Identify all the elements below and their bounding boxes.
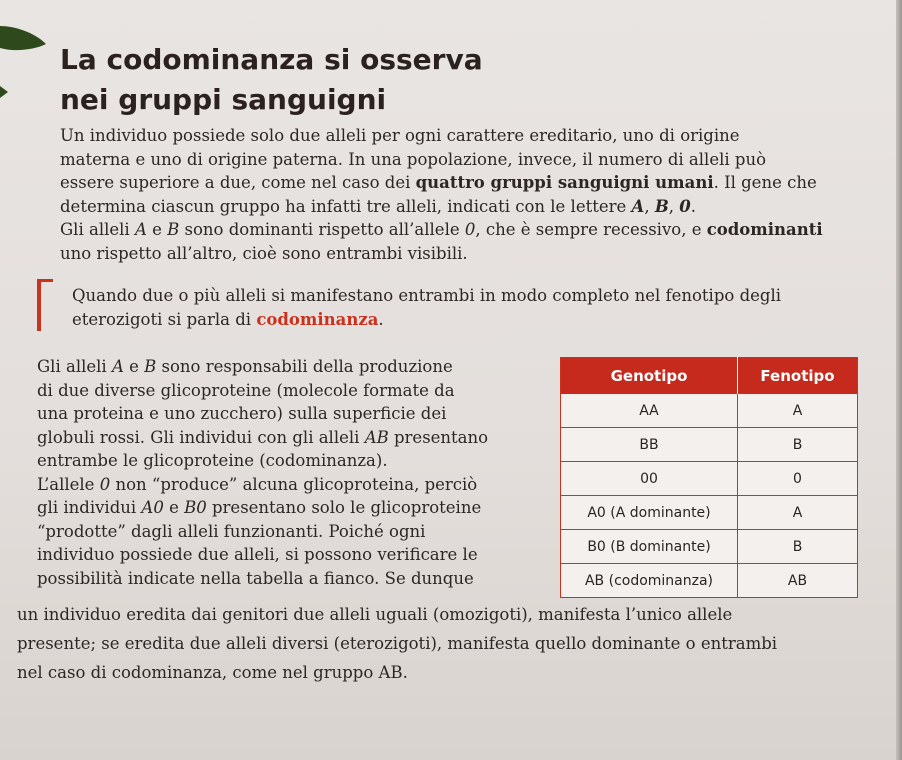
closing-line: un individuo eredita dai genitori due alleli uguali (omozigoti), manifesta l’unico allele bbox=[17, 605, 733, 624]
body-line: una proteina e uno zucchero) sulla superficie dei bbox=[37, 404, 447, 423]
intro-line: uno rispetto all’altro, cioè sono entrambi visibili. bbox=[60, 243, 468, 263]
body-line: possibilità indicate nella tabella a fianco. Se dunque bbox=[37, 568, 474, 588]
intro-line bbox=[60, 195, 860, 219]
text-run: L’allele bbox=[37, 474, 100, 494]
phenotype-cell: 0 bbox=[738, 462, 858, 496]
genotype-b0: B0 bbox=[184, 498, 207, 517]
text-run: Gli alleli bbox=[37, 357, 112, 376]
intro-paragraph bbox=[60, 124, 860, 265]
title-line-1: La codominanza si osserva bbox=[60, 43, 483, 76]
genotype-cell: B0 (B dominante) bbox=[561, 530, 738, 564]
text-run: eterozigoti si parla di bbox=[72, 310, 257, 329]
genotype-cell: BB bbox=[561, 428, 738, 462]
text-run: non “produce” alcuna glicoproteina, perciò bbox=[110, 474, 478, 494]
text-run: sono responsabili della produzione bbox=[156, 357, 453, 376]
header-fenotipo: Fenotipo bbox=[738, 358, 858, 395]
header-genotipo: Genotipo bbox=[561, 358, 738, 395]
text-run: Gli alleli bbox=[60, 220, 135, 239]
body-line bbox=[37, 355, 557, 379]
table-row bbox=[561, 428, 858, 462]
text-run: determina ciascun gruppo ha infatti tre alleli, indicati con le lettere bbox=[60, 196, 632, 216]
text-run: , bbox=[668, 196, 680, 216]
text-run: , bbox=[644, 196, 655, 216]
page-title bbox=[60, 40, 620, 120]
allele-0: 0 bbox=[679, 196, 691, 216]
allele-a: A bbox=[111, 357, 124, 376]
callout-accent-bar bbox=[37, 279, 41, 331]
allele-b: B bbox=[144, 357, 157, 376]
leaf-icon bbox=[0, 22, 48, 102]
intro-line: Un individuo possiede solo due alleli per ogni carattere ereditario, uno di origine bbox=[60, 126, 740, 145]
phenotype-cell: B bbox=[738, 428, 858, 462]
text-run: sono dominanti rispetto all’allele bbox=[179, 220, 465, 239]
body-paragraph bbox=[37, 355, 557, 590]
text-run: gli individui bbox=[37, 498, 142, 517]
text-run: . bbox=[690, 196, 697, 216]
allele-ab: AB bbox=[364, 427, 389, 447]
closing-line: presente; se eredita due alleli diversi (eterozigoti), manifesta quello dominante o entrambi bbox=[17, 634, 778, 653]
genotype-a0: A0 bbox=[141, 498, 164, 517]
codominance-term: codominanza bbox=[256, 310, 379, 329]
table-row bbox=[561, 564, 858, 598]
phenotype-cell: B bbox=[738, 530, 858, 564]
table-row bbox=[561, 462, 858, 496]
closing-paragraph bbox=[17, 600, 887, 687]
intro-line bbox=[60, 218, 860, 242]
text-run: presentano bbox=[388, 427, 489, 447]
body-line bbox=[37, 496, 557, 520]
closing-line: nel caso di codominanza, come nel gruppo AB. bbox=[17, 663, 408, 682]
allele-b: B bbox=[654, 196, 669, 216]
genotype-phenotype-table bbox=[560, 357, 858, 598]
allele-0: 0 bbox=[99, 474, 111, 494]
allele-0: 0 bbox=[464, 220, 476, 239]
text-run: presentano solo le glicoproteine bbox=[206, 498, 482, 517]
text-run: essere superiore a due, come nel caso dei bbox=[60, 173, 416, 192]
table-row bbox=[561, 394, 858, 428]
text-run: . Il gene che bbox=[713, 173, 817, 192]
allele-a: A bbox=[134, 220, 147, 239]
body-line bbox=[37, 426, 557, 450]
title-line-2: nei gruppi sanguigni bbox=[60, 83, 387, 116]
allele-b: B bbox=[167, 220, 180, 239]
genotype-cell: AA bbox=[561, 394, 738, 428]
intro-line bbox=[60, 171, 860, 195]
allele-a: A bbox=[631, 196, 645, 216]
callout-line: Quando due o più alleli si manifestano entrambi in modo completo nel fenotipo degli bbox=[72, 286, 782, 305]
emphasis-blood-groups: quattro gruppi sanguigni umani bbox=[415, 173, 714, 192]
body-line: entrambe le glicoproteine (codominanza). bbox=[37, 451, 388, 470]
body-line: di due diverse glicoproteine (molecole formate da bbox=[37, 380, 455, 400]
text-run: e bbox=[163, 498, 185, 517]
page-edge bbox=[896, 0, 902, 760]
text-run: , che è sempre recessivo, e bbox=[475, 220, 707, 239]
text-run: globuli rossi. Gli individui con gli alleli bbox=[37, 427, 365, 447]
text-run: . bbox=[378, 310, 384, 329]
intro-line: materna e uno di origine paterna. In una popolazione, invece, il numero di alleli può bbox=[60, 149, 767, 169]
table-row bbox=[561, 530, 858, 564]
text-run: e bbox=[123, 357, 145, 376]
phenotype-cell: A bbox=[738, 496, 858, 530]
body-line: individuo possiede due alleli, si possono verificare le bbox=[37, 545, 478, 564]
text-run: e bbox=[146, 220, 168, 239]
phenotype-cell: AB bbox=[738, 564, 858, 598]
genotype-cell: A0 (A dominante) bbox=[561, 496, 738, 530]
callout-line bbox=[72, 308, 872, 332]
body-line: “prodotte” dagli alleli funzionanti. Poiché ogni bbox=[37, 521, 426, 541]
genotype-cell: AB (codominanza) bbox=[561, 564, 738, 598]
phenotype-cell: A bbox=[738, 394, 858, 428]
genotype-cell: 00 bbox=[561, 462, 738, 496]
definition-callout bbox=[72, 284, 872, 332]
table-header-row bbox=[561, 358, 858, 395]
body-line bbox=[37, 473, 557, 497]
table-row bbox=[561, 496, 858, 530]
emphasis-codominant: codominanti bbox=[706, 220, 823, 239]
